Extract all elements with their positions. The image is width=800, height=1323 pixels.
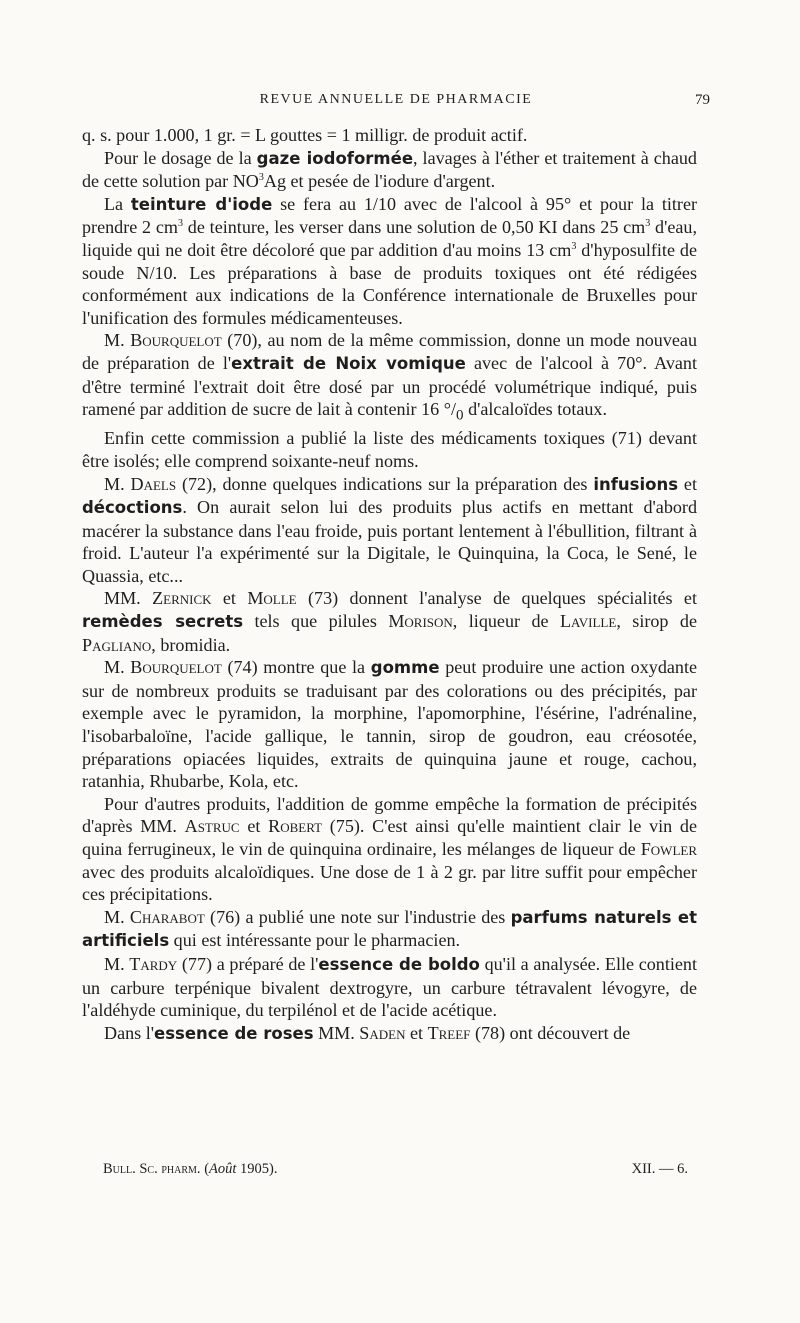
bold-term-decoctions: décoctions xyxy=(82,498,183,518)
text-run: M. xyxy=(104,953,130,974)
text-run: M. xyxy=(104,906,130,927)
text-run: , sirop de xyxy=(616,611,697,632)
bold-term-gaze-iodoformee: gaze iodoformée xyxy=(256,148,414,168)
author-name: Daels xyxy=(130,473,177,494)
paragraph-9 xyxy=(82,793,697,906)
paragraph-8 xyxy=(82,656,697,793)
text-run: (72), donne quelques indications sur la préparation des xyxy=(176,473,594,494)
footer-citation xyxy=(103,1161,278,1178)
bold-term-parfums: parfums naturels et artificiels xyxy=(82,907,697,951)
bold-term-infusions: infusions xyxy=(593,474,679,494)
text-run: MM. xyxy=(313,1022,360,1043)
bold-term-gomme: gomme xyxy=(370,658,440,678)
text-run: , bromidia. xyxy=(151,634,231,655)
page-header xyxy=(82,92,710,116)
text-run: M. xyxy=(104,473,131,494)
text-run: et xyxy=(678,473,697,494)
paragraph-2 xyxy=(82,147,697,193)
page-number: 79 xyxy=(695,92,710,108)
text-run: avec des produits alcaloïdiques. Une dose de 1 à 2 gr. par litre suffit pour empêcher ces précipitations. xyxy=(82,861,697,905)
paragraph-1 xyxy=(82,124,697,147)
text-run: Ag et pesée de l'iodure d'argent. xyxy=(263,171,496,192)
subscript: 0 xyxy=(456,407,464,424)
text-run: . On aurait selon lui des produits plus actifs en mettant d'abord macérer la substance dans l'eau froide, puis portant lentement à l'ébullition, filtrant à froid. L'auteur l'a expérimenté sur la Digitale, le Quinquina, la Coca, le Sené, le Quassia, etc... xyxy=(82,497,697,586)
superscript: 3 xyxy=(258,172,264,184)
text-run: et xyxy=(405,1022,428,1043)
bold-term-remedes-secrets: remèdes secrets xyxy=(82,612,244,632)
text-run: (76) a publié une note sur l'industrie des xyxy=(204,906,511,927)
running-title: REVUE ANNUELLE DE PHARMACIE xyxy=(259,92,533,107)
text-run: se fera au 1/10 avec de l'alcool à 95° et pour la titrer prendre 2 cm xyxy=(82,193,698,238)
paragraph-12 xyxy=(82,1022,697,1046)
author-name: Treef xyxy=(427,1022,471,1043)
paragraph-10 xyxy=(82,906,697,953)
text-run: (74) montre que la xyxy=(221,657,371,678)
body-text xyxy=(82,124,697,1045)
author-name: Astruc xyxy=(184,816,240,837)
text-run: qu'il a analysée. Elle contient un carbure terpénique bivalent dextrogyre, un carbure tétravalent lévogyre, de l'aldéhyde cuminique, du terpilénol et de l'acide acétique. xyxy=(82,953,697,1021)
text-run: q. s. pour 1.000, 1 gr. = L gouttes = 1 milligr. de produit actif. xyxy=(82,125,528,145)
text-run: de teinture, les verser dans une solution de 0,50 KI dans 25 cm xyxy=(183,217,646,238)
author-name: Bourquelot xyxy=(130,330,222,351)
author-name: Zernick xyxy=(152,588,212,609)
author-name: Bourquelot xyxy=(130,657,222,678)
text-run: tels que pilules xyxy=(243,611,389,632)
text-run: M. xyxy=(104,330,131,351)
text-run: La xyxy=(104,193,131,214)
footer-month: Août xyxy=(209,1161,237,1177)
text-run: et xyxy=(239,816,269,837)
page-footer xyxy=(103,1161,688,1185)
author-name: Molle xyxy=(247,588,297,609)
author-name: Tardy xyxy=(129,953,178,974)
bold-term-extrait-noix-vomique: extrait de Noix vomique xyxy=(231,353,466,373)
superscript: 3 xyxy=(645,218,651,230)
text-run: MM. xyxy=(104,588,153,609)
paragraph-4 xyxy=(82,329,697,427)
bold-term-essence-boldo: essence de boldo xyxy=(318,954,480,974)
superscript: 3 xyxy=(178,218,183,230)
proper-name: Laville xyxy=(560,611,617,632)
text-run: , lavages à l'éther et traitement à chaud de cette solution par NO xyxy=(82,147,697,192)
text-run: d'alcaloïdes totaux. xyxy=(463,399,607,420)
author-name: Charabot xyxy=(129,906,205,927)
footer-journal: Bull. Sc. xyxy=(103,1161,162,1177)
bold-term-essence-roses: essence de roses xyxy=(154,1023,314,1043)
footer-journal-abbr: pharm. xyxy=(161,1161,201,1177)
text-run: (70), au nom de la même commission, donne un mode nouveau de préparation de l' xyxy=(82,330,697,373)
text-run: Pour d'autres produits, l'addition de gomme empêche la formation de précipités d'après MM. xyxy=(82,793,697,837)
text-run: qui est intéressante pour le pharmacien. xyxy=(169,930,461,951)
text-run: (77) a préparé de l' xyxy=(177,953,319,974)
text-run: peut produire une action oxydante sur de nombreux produits se traduisant par des colorations ou des précipités, par exemple avec le pyramidon, la morphine, l'apomorphine, l'ésérine, l'adrénaline, l'isobarbaloïne, l'acide gallique, le tannin, sirop de goudron, eau créosotée, préparations opiacées liquides, extraits de quinquina jaune et rouge, cachou, ratanhia, Rhubarbe, Kola, etc. xyxy=(82,657,697,792)
text-run: d'eau, liquide qui ne doit être décoloré que par addition d'au moins 13 cm xyxy=(82,217,697,260)
proper-name: Morison xyxy=(388,611,453,632)
paragraph-7 xyxy=(82,587,697,656)
text-run: (75). C'est ainsi qu'elle maintient clair le vin de quina ferrugineux, le vin de quinquina ordinaire, les mélanges de liqueur de xyxy=(82,816,698,860)
text-run: M. xyxy=(104,657,131,678)
text-run: , liqueur de xyxy=(452,611,560,632)
footer-year: 1905). xyxy=(236,1161,278,1177)
footer-paren: ( xyxy=(200,1161,210,1177)
bold-term-teinture-iode: teinture d'iode xyxy=(130,194,273,214)
text-run: Enfin cette commission a publié la liste des médicaments toxiques (71) devant être isolés; elle comprend soixante-neuf noms. xyxy=(82,428,697,471)
text-run: (78) ont découvert de xyxy=(470,1022,631,1043)
paragraph-11 xyxy=(82,953,697,1022)
author-name: Robert xyxy=(268,816,323,837)
author-name: Saden xyxy=(359,1022,406,1043)
text-run: (73) donnent l'analyse de quelques spécialités et xyxy=(296,588,697,609)
superscript: 3 xyxy=(571,240,577,252)
proper-name: Fowler xyxy=(640,839,697,860)
paragraph-5 xyxy=(82,427,697,472)
text-run: Pour le dosage de la xyxy=(104,147,257,168)
text-run: et xyxy=(211,588,248,609)
text-run: Dans l' xyxy=(104,1022,154,1043)
paragraph-3 xyxy=(82,193,697,330)
text-run: d'hyposulfite de soude N/10. Les préparations à base de produits toxiques ont été rédigées conformément aux indications de la Conférence internationale de Bruxelles pour l'unification des formules médicamenteuses. xyxy=(82,239,697,328)
paragraph-6 xyxy=(82,473,697,588)
proper-name: Pagliano xyxy=(82,634,152,655)
footer-signature: XII. — 6. xyxy=(631,1161,688,1177)
text-run: avec de l'alcool à 70°. Avant d'être terminé l'extrait doit être dosé par un procédé volumétrique indiqué, puis ramené par addition de sucre de lait à contenir 16 °/ xyxy=(82,352,697,420)
